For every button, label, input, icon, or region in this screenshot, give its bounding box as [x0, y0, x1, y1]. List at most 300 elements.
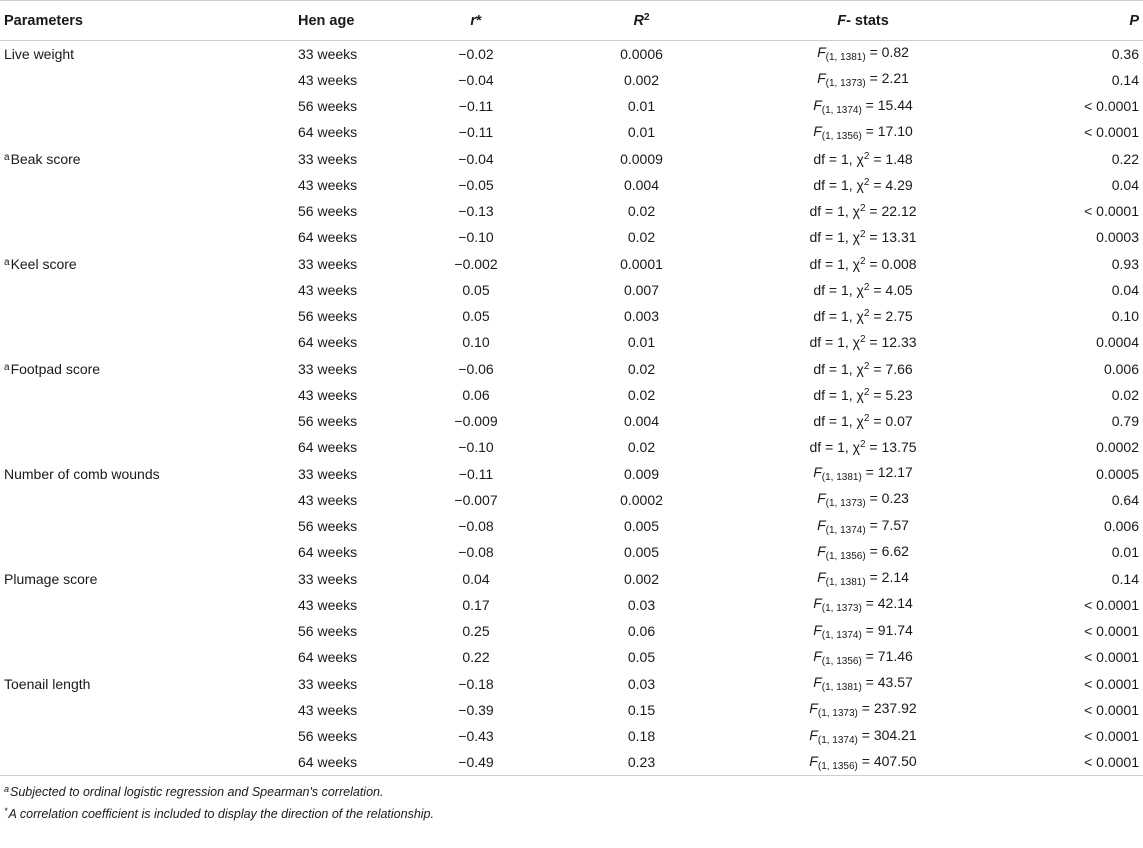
- cell-p-value: < 0.0001: [1084, 203, 1139, 220]
- cell-p-value: 0.006: [1103, 518, 1139, 535]
- f-letter: F: [809, 726, 818, 743]
- parameter-label: Number of comb wounds: [4, 465, 160, 482]
- f-degrees-of-freedom: (1, 1381): [825, 577, 866, 589]
- cell-p-value: < 0.0001: [1084, 623, 1139, 640]
- table-row: [0, 671, 1143, 697]
- table-body: [0, 41, 1143, 776]
- cell-r-squared: 0.02: [627, 360, 656, 377]
- statistic-value: 1.48: [885, 150, 913, 167]
- cell-parameter: [0, 566, 276, 592]
- table-row: [0, 172, 1143, 198]
- cell-parameter: [0, 592, 276, 618]
- cell-p-value: 0.0003: [1096, 229, 1139, 246]
- cell-r-squared: 0.0009: [620, 150, 663, 167]
- cell-hen-age: 33 weeks: [298, 45, 358, 62]
- cell-p-value: 0.79: [1111, 413, 1139, 430]
- cell-r: −0.009: [454, 413, 498, 430]
- statistic-value: 237.92: [873, 700, 917, 717]
- cell-hen-age: 56 weeks: [298, 728, 358, 745]
- cell-hen-age: 64 weeks: [298, 544, 358, 561]
- cell-hen-age: 33 weeks: [298, 360, 358, 377]
- cell-parameter: [0, 93, 276, 119]
- table-row: [0, 408, 1143, 434]
- cell-statistic: [723, 592, 1003, 618]
- cell-parameter: [0, 329, 276, 355]
- cell-statistic: [723, 697, 1003, 723]
- cell-p-value: 0.0004: [1096, 334, 1139, 351]
- table-row: [0, 592, 1143, 618]
- cell-p-value: 0.01: [1111, 544, 1139, 561]
- cell-r-squared: 0.004: [623, 176, 660, 193]
- parameter-marker: a: [4, 361, 10, 373]
- table-row: [0, 224, 1143, 250]
- cell-r-squared: 0.15: [627, 701, 656, 718]
- table-row: [0, 618, 1143, 644]
- equals-sign: =: [865, 569, 882, 586]
- statistic-value: 407.50: [873, 752, 917, 769]
- cell-r-squared: 0.02: [627, 229, 656, 246]
- footnotes: [0, 780, 1143, 824]
- cell-r: −0.10: [458, 229, 494, 246]
- table-row: [0, 277, 1143, 303]
- cell-r: 0.05: [462, 308, 490, 325]
- f-degrees-of-freedom: (1, 1374): [821, 629, 862, 641]
- header-r: [392, 1, 560, 41]
- chi-squared-sup: 2: [863, 308, 870, 320]
- parameter-label: Plumage score: [4, 570, 98, 587]
- cell-hen-age: 56 weeks: [298, 413, 358, 430]
- cell-r: −0.007: [454, 491, 498, 508]
- cell-statistic: [723, 749, 1003, 775]
- table-row: [0, 329, 1143, 355]
- cell-r: −0.39: [458, 701, 494, 718]
- cell-parameter: [0, 67, 276, 93]
- cell-parameter: [0, 382, 276, 408]
- f-letter: F: [813, 122, 822, 139]
- cell-r-squared: 0.005: [623, 518, 660, 535]
- equals-sign: =: [865, 229, 882, 246]
- cell-r-squared: 0.18: [627, 728, 656, 745]
- cell-p-value: 0.36: [1111, 45, 1139, 62]
- f-degrees-of-freedom: (1, 1374): [817, 734, 858, 746]
- cell-hen-age: 43 weeks: [298, 176, 358, 193]
- f-degrees-of-freedom: (1, 1356): [821, 655, 862, 667]
- equals-sign: =: [865, 542, 882, 559]
- table-row: [0, 487, 1143, 513]
- table-row: [0, 644, 1143, 670]
- cell-p-value: 0.02: [1111, 386, 1139, 403]
- footnote-a-marker: a: [4, 784, 10, 794]
- cell-hen-age: 43 weeks: [298, 71, 358, 88]
- cell-parameter: [0, 723, 276, 749]
- cell-p-value: < 0.0001: [1084, 675, 1139, 692]
- cell-r-squared: 0.01: [627, 98, 656, 115]
- table-row: [0, 461, 1143, 487]
- equals-sign: =: [857, 726, 874, 743]
- parameter-label: Footpad score: [10, 360, 101, 377]
- cell-p-value: 0.0002: [1096, 439, 1139, 456]
- cell-parameter: [0, 172, 276, 198]
- f-degrees-of-freedom: (1, 1373): [817, 708, 858, 720]
- f-letter: F: [809, 752, 818, 769]
- statistic-value: 22.12: [881, 203, 917, 220]
- cell-hen-age: 33 weeks: [298, 255, 358, 272]
- table-row: [0, 146, 1143, 172]
- header-f-rest: - stats: [846, 12, 889, 29]
- cell-r-squared: 0.01: [627, 334, 656, 351]
- cell-statistic: [723, 539, 1003, 565]
- equals-sign: =: [861, 595, 878, 612]
- cell-parameter: [0, 198, 276, 224]
- f-letter: F: [809, 700, 818, 717]
- cell-statistic: [723, 408, 1003, 434]
- cell-hen-age: 64 weeks: [298, 124, 358, 141]
- f-degrees-of-freedom: (1, 1374): [825, 524, 866, 536]
- cell-parameter: [0, 539, 276, 565]
- cell-r: 0.17: [462, 596, 490, 613]
- cell-r: −0.49: [392, 749, 560, 775]
- cell-statistic: [723, 224, 1003, 250]
- cell-r: −0.11: [458, 465, 494, 482]
- cell-statistic: [723, 303, 1003, 329]
- table-row: [0, 513, 1143, 539]
- cell-p-value: < 0.0001: [1084, 649, 1139, 666]
- table-row: [0, 251, 1143, 277]
- chi-prefix: df = 1, χ: [813, 150, 864, 167]
- parameter-label: Keel score: [10, 255, 77, 272]
- parameter-label: Toenail length: [4, 675, 91, 692]
- equals-sign: =: [865, 516, 882, 533]
- cell-r: −0.18: [458, 675, 494, 692]
- f-letter: F: [817, 542, 826, 559]
- cell-statistic: [723, 198, 1003, 224]
- cell-parameter: [0, 487, 276, 513]
- cell-r-squared: 0.02: [627, 203, 656, 220]
- cell-p-value: 0.22: [1111, 150, 1139, 167]
- table-row: [0, 566, 1143, 592]
- cell-p-value: 0.64: [1111, 491, 1139, 508]
- table-row: [0, 356, 1143, 382]
- cell-r-squared: 0.005: [623, 544, 660, 561]
- cell-hen-age: 56 weeks: [298, 203, 358, 220]
- cell-parameter: [0, 618, 276, 644]
- chi-prefix: df = 1, χ: [809, 229, 860, 246]
- statistic-value: 0.008: [881, 255, 917, 272]
- cell-r: −0.06: [458, 360, 494, 377]
- table-header: [0, 1, 1143, 41]
- cell-hen-age: 64 weeks: [298, 439, 358, 456]
- cell-p-value: 0.93: [1111, 255, 1139, 272]
- f-degrees-of-freedom: (1, 1356): [817, 760, 858, 772]
- f-letter: F: [813, 647, 822, 664]
- parameter-label: Live weight: [4, 45, 75, 62]
- footnote-star-marker: *: [4, 806, 8, 816]
- f-letter: F: [813, 595, 822, 612]
- header-f-stats: [723, 1, 1003, 41]
- cell-hen-age: 43 weeks: [298, 386, 358, 403]
- chi-prefix: df = 1, χ: [809, 334, 860, 351]
- cell-hen-age: 43 weeks: [298, 491, 358, 508]
- cell-r-squared: 0.0002: [620, 491, 663, 508]
- chi-prefix: df = 1, χ: [809, 255, 860, 272]
- equals-sign: =: [869, 150, 886, 167]
- cell-statistic: [723, 566, 1003, 592]
- cell-r: −0.04: [458, 150, 494, 167]
- cell-parameter: [0, 277, 276, 303]
- cell-r: −0.11: [458, 124, 494, 141]
- header-f-letter: F: [837, 12, 847, 29]
- cell-parameter: [0, 119, 276, 145]
- cell-hen-age: 56 weeks: [298, 308, 358, 325]
- cell-r-squared: 0.23: [560, 749, 723, 775]
- cell-r-squared: 0.06: [627, 623, 656, 640]
- cell-r-squared: 0.0006: [620, 45, 663, 62]
- equals-sign: =: [865, 255, 882, 272]
- f-letter: F: [817, 44, 826, 61]
- cell-r: 0.05: [462, 281, 490, 298]
- cell-hen-age: 56 weeks: [298, 623, 358, 640]
- cell-statistic: [723, 172, 1003, 198]
- cell-p-value: < 0.0001: [1084, 701, 1139, 718]
- chi-squared-sup: 2: [863, 281, 870, 293]
- chi-squared-sup: 2: [863, 360, 870, 372]
- cell-statistic: [723, 513, 1003, 539]
- cell-r: 0.22: [462, 649, 490, 666]
- chi-squared-sup: 2: [863, 150, 870, 162]
- footnote-star-text: A correlation coefficient is included to display the direction of the relationship.: [8, 807, 434, 821]
- table-row: [0, 303, 1143, 329]
- f-degrees-of-freedom: (1, 1373): [825, 498, 866, 510]
- cell-r-squared: 0.01: [627, 124, 656, 141]
- cell-hen-age: 56 weeks: [298, 518, 358, 535]
- f-degrees-of-freedom: (1, 1356): [821, 130, 862, 142]
- statistic-value: 4.29: [885, 176, 913, 193]
- chi-prefix: df = 1, χ: [813, 386, 864, 403]
- header-r2-letter: R: [633, 13, 644, 29]
- f-letter: F: [813, 674, 822, 691]
- chi-prefix: df = 1, χ: [813, 281, 864, 298]
- statistic-value: 13.75: [881, 439, 917, 456]
- cell-r: −0.08: [458, 518, 494, 535]
- cell-statistic: [723, 644, 1003, 670]
- cell-statistic: [723, 618, 1003, 644]
- f-degrees-of-freedom: (1, 1373): [825, 78, 866, 90]
- chi-squared-sup: 2: [859, 229, 866, 241]
- chi-prefix: df = 1, χ: [813, 308, 864, 325]
- cell-hen-age: 33 weeks: [298, 150, 358, 167]
- cell-r: −0.11: [458, 98, 494, 115]
- f-letter: F: [813, 621, 822, 638]
- table-row: [0, 67, 1143, 93]
- cell-p-value: < 0.0001: [1084, 98, 1139, 115]
- table-row: [0, 382, 1143, 408]
- cell-parameter: [0, 671, 276, 697]
- table-row: [0, 434, 1143, 460]
- cell-hen-age: 64 weeks: [298, 649, 358, 666]
- cell-r: 0.25: [462, 623, 490, 640]
- cell-hen-age: 33 weeks: [298, 570, 358, 587]
- cell-r: 0.10: [462, 334, 490, 351]
- cell-r-squared: 0.009: [623, 465, 660, 482]
- equals-sign: =: [865, 439, 882, 456]
- cell-parameter: [0, 513, 276, 539]
- cell-r-squared: 0.02: [627, 386, 656, 403]
- cell-parameter: [0, 251, 276, 277]
- cell-r-squared: 0.003: [623, 308, 660, 325]
- footnote-star: [4, 802, 1143, 824]
- cell-p-value: 0.0005: [1096, 465, 1139, 482]
- cell-r: −0.002: [454, 255, 498, 272]
- cell-hen-age: 43 weeks: [298, 281, 358, 298]
- cell-r: 0.06: [462, 386, 490, 403]
- equals-sign: =: [865, 334, 882, 351]
- equals-sign: =: [869, 176, 886, 193]
- header-r-letter: r: [470, 12, 476, 29]
- f-letter: F: [817, 70, 826, 87]
- f-letter: F: [813, 96, 822, 113]
- cell-hen-age: 43 weeks: [298, 701, 358, 718]
- equals-sign: =: [865, 44, 882, 61]
- cell-p-value: < 0.0001: [1084, 124, 1139, 141]
- table-row: [0, 697, 1143, 723]
- cell-hen-age: 33 weeks: [298, 465, 358, 482]
- cell-r-squared: 0.002: [623, 71, 660, 88]
- cell-p-value: < 0.0001: [1084, 728, 1139, 745]
- footnote-a: [4, 780, 1143, 802]
- cell-r: −0.13: [458, 203, 494, 220]
- equals-sign: =: [865, 490, 882, 507]
- statistic-value: 17.10: [877, 122, 913, 139]
- statistic-value: 5.23: [885, 386, 913, 403]
- cell-statistic: [723, 146, 1003, 172]
- table-row: [0, 198, 1143, 224]
- f-letter: F: [817, 516, 826, 533]
- cell-hen-age: 33 weeks: [298, 675, 358, 692]
- f-degrees-of-freedom: (1, 1374): [821, 104, 862, 116]
- equals-sign: =: [857, 752, 874, 769]
- statistic-value: 13.31: [881, 229, 917, 246]
- chi-squared-sup: 2: [863, 176, 870, 188]
- header-p-letter: P: [1129, 12, 1139, 29]
- cell-r: −0.43: [458, 728, 494, 745]
- cell-statistic: [723, 382, 1003, 408]
- statistic-value: 91.74: [877, 621, 913, 638]
- equals-sign: =: [869, 308, 886, 325]
- chi-squared-sup: 2: [859, 203, 866, 215]
- statistic-value: 12.33: [881, 334, 917, 351]
- equals-sign: =: [861, 122, 878, 139]
- cell-hen-age: 56 weeks: [298, 98, 358, 115]
- equals-sign: =: [857, 700, 874, 717]
- table-row: [0, 93, 1143, 119]
- statistic-value: 2.14: [881, 569, 909, 586]
- statistic-value: 6.62: [881, 542, 909, 559]
- cell-statistic: [723, 671, 1003, 697]
- equals-sign: =: [861, 674, 878, 691]
- cell-p-value: 0.04: [1111, 176, 1139, 193]
- cell-r-squared: 0.007: [623, 281, 660, 298]
- statistic-value: 71.46: [877, 647, 913, 664]
- chi-squared-sup: 2: [863, 386, 870, 398]
- statistic-value: 0.82: [881, 44, 909, 61]
- header-r-star: *: [476, 12, 482, 29]
- f-letter: F: [817, 569, 826, 586]
- statistic-value: 43.57: [877, 674, 913, 691]
- f-degrees-of-freedom: (1, 1381): [825, 52, 866, 64]
- statistic-value: 0.23: [881, 490, 909, 507]
- chi-squared-sup: 2: [859, 439, 866, 451]
- cell-p-value: 0.006: [1103, 360, 1139, 377]
- statistic-value: 7.66: [885, 360, 913, 377]
- f-degrees-of-freedom: (1, 1356): [825, 550, 866, 562]
- cell-hen-age: 64 weeks: [298, 229, 358, 246]
- header-row: [0, 1, 1143, 41]
- cell-hen-age: 64 weeks: [298, 334, 358, 351]
- chi-prefix: df = 1, χ: [813, 176, 864, 193]
- cell-statistic: [723, 487, 1003, 513]
- equals-sign: =: [869, 281, 886, 298]
- cell-r: −0.02: [458, 45, 494, 62]
- cell-r: 0.04: [462, 570, 490, 587]
- cell-parameter: [0, 146, 276, 172]
- cell-parameter: [0, 644, 276, 670]
- cell-hen-age: 43 weeks: [298, 596, 358, 613]
- cell-parameter: [0, 303, 276, 329]
- cell-parameter: [0, 41, 276, 67]
- header-parameters: Parameters: [0, 1, 276, 41]
- cell-statistic: [723, 251, 1003, 277]
- statistic-value: 0.07: [885, 413, 913, 430]
- header-r2-sup: 2: [643, 12, 650, 23]
- cell-parameter: [0, 356, 276, 382]
- equals-sign: =: [861, 464, 878, 481]
- statistic-value: 42.14: [877, 595, 913, 612]
- table-row: [0, 539, 1143, 565]
- header-p: [1003, 1, 1143, 41]
- equals-sign: =: [869, 413, 886, 430]
- statistic-value: 304.21: [873, 726, 917, 743]
- cell-r-squared: 0.004: [623, 413, 660, 430]
- table-row: [0, 41, 1143, 67]
- statistic-value: 2.21: [881, 70, 909, 87]
- cell-parameter: [0, 408, 276, 434]
- equals-sign: =: [865, 203, 882, 220]
- equals-sign: =: [861, 647, 878, 664]
- chi-prefix: df = 1, χ: [809, 203, 860, 220]
- cell-statistic: [723, 356, 1003, 382]
- f-degrees-of-freedom: (1, 1381): [821, 682, 862, 694]
- equals-sign: =: [869, 360, 886, 377]
- table-row: [0, 723, 1143, 749]
- cell-p-value: 0.10: [1111, 308, 1139, 325]
- cell-statistic: [723, 434, 1003, 460]
- cell-p-value: 0.14: [1111, 570, 1139, 587]
- cell-r-squared: 0.0001: [620, 255, 663, 272]
- f-letter: F: [817, 490, 826, 507]
- parameter-label: Beak score: [10, 150, 81, 167]
- cell-parameter: [0, 697, 276, 723]
- chi-prefix: df = 1, χ: [809, 439, 860, 456]
- cell-p-value: < 0.0001: [1003, 749, 1143, 775]
- chi-prefix: df = 1, χ: [813, 413, 864, 430]
- cell-r-squared: 0.02: [627, 439, 656, 456]
- cell-r: −0.04: [458, 71, 494, 88]
- footnote-a-text: Subjected to ordinal logistic regression and Spearman's correlation.: [10, 785, 384, 799]
- cell-r-squared: 0.002: [623, 570, 660, 587]
- cell-p-value: 0.14: [1111, 71, 1139, 88]
- cell-statistic: [723, 329, 1003, 355]
- header-r-squared: [560, 1, 723, 41]
